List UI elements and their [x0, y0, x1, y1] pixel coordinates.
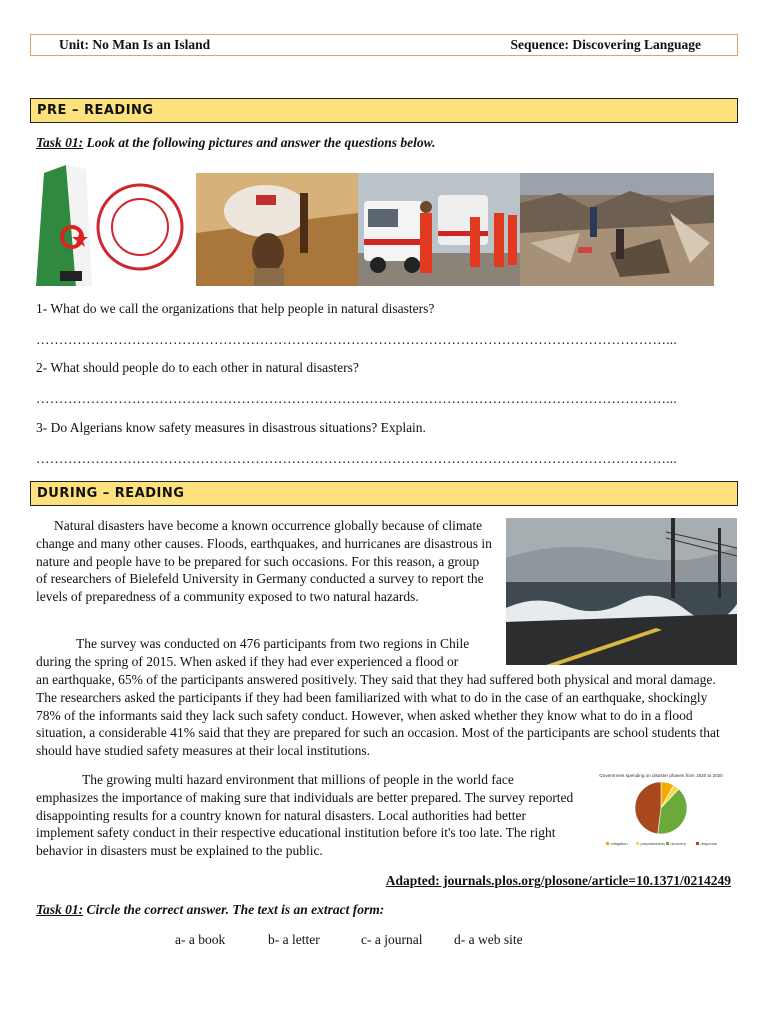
- during-reading-heading: DURING – READING: [30, 481, 738, 506]
- question-3: 3- Do Algerians know safety measures in disastrous situations? Explain.: [36, 420, 426, 435]
- task-text-2: Circle the correct answer. The text is an extract form:: [83, 902, 385, 917]
- question-1: 1- What do we call the organizations that help people in natural disasters?: [36, 301, 435, 316]
- during-reading-task: [36, 902, 384, 918]
- unit-title: Unit: No Man Is an Island: [59, 37, 211, 52]
- aid-carrier-image: [196, 173, 358, 286]
- answer-line-2[interactable]: …………………………………………………………………………………………………………………………...: [36, 391, 677, 406]
- flood-image: [506, 518, 737, 665]
- answer-line-1[interactable]: …………………………………………………………………………………………………………………………...: [36, 332, 677, 347]
- answer-line-3[interactable]: …………………………………………………………………………………………………………………………...: [36, 451, 677, 466]
- option-a[interactable]: a- a book: [175, 932, 226, 947]
- option-d[interactable]: d- a web site: [454, 932, 523, 947]
- sequence-title: Sequence: Discovering Language: [510, 37, 701, 52]
- paragraph-3: The growing multi hazard environment that millions of people in the world face emphasizes the importance of making sure that individuals are better prepared. The survey reported disappointing results for a country known for natural disasters. Local authorities had better implement safety conduct in their respective educational institution before it's too late. The right behavior in disasters must be explained to the public.: [36, 772, 574, 859]
- paragraph-2-rest: an earthquake, 65% of the participants answered positively. They said that they had suffered both physical and moral damage. The researchers asked the participants if they had been familiarized with what to do in the case of an earthquake, shockingly 78% of the informants said they lack such safety conduct. However, when asked whether they know what to do in a flood situation, a considerable 41% said that they are prepared for such an occasion. Most of the participants are school students that should have studied safety measures at their local institutions.: [36, 672, 720, 759]
- legend-label-response: response: [700, 841, 717, 846]
- option-c[interactable]: c- a journal: [361, 932, 423, 947]
- red-crescent-image: [36, 165, 196, 286]
- legend-label-mitigation: mitigation: [610, 841, 628, 846]
- legend-label-recovery: recovery: [670, 841, 686, 846]
- legend-label-preparedness: preparedness: [640, 841, 665, 846]
- chart-title: Government spending on disaster phases from 1920 to 2020: [599, 773, 723, 778]
- paragraph-2-start: The survey was conducted on 476 participants from two regions in Chile during the spring of 2015. When asked if they had ever experienced a flood or: [36, 636, 470, 669]
- task-label: Task 01:: [36, 135, 84, 150]
- legend-swatch-recovery: [666, 842, 669, 845]
- legend-swatch-preparedness: [636, 842, 639, 845]
- source-citation[interactable]: Adapted: journals.plos.org/plosone/article=10.1371/0214249: [385, 873, 731, 888]
- legend-swatch-response: [696, 842, 699, 845]
- task-text: Look at the following pictures and answer the questions below.: [83, 135, 436, 150]
- disaster-rubble-image: [520, 173, 714, 286]
- paragraph-1: Natural disasters have become a known occurrence globally because of climate change and many other causes. Floods, earthquakes, and hurricanes are disastrous in nature and people have to be prepared for such occasions. For this reason, a group of researchers of Bielefeld University in Germany conducted a survey to report the levels of preparedness of a community exposed to two natural hazards.: [36, 518, 492, 605]
- pre-reading-task: [36, 135, 436, 151]
- task-label-2: Task 01:: [36, 902, 84, 917]
- ambulances-image: [358, 173, 520, 286]
- pre-reading-heading: PRE – READING: [30, 98, 738, 123]
- legend-swatch-mitigation: [606, 842, 609, 845]
- question-2: 2- What should people do to each other in natural disasters?: [36, 360, 359, 375]
- option-b[interactable]: b- a letter: [268, 932, 320, 947]
- pie-slice-response: [635, 782, 661, 834]
- unit-header: [30, 34, 738, 56]
- spending-pie-chart: [594, 768, 728, 850]
